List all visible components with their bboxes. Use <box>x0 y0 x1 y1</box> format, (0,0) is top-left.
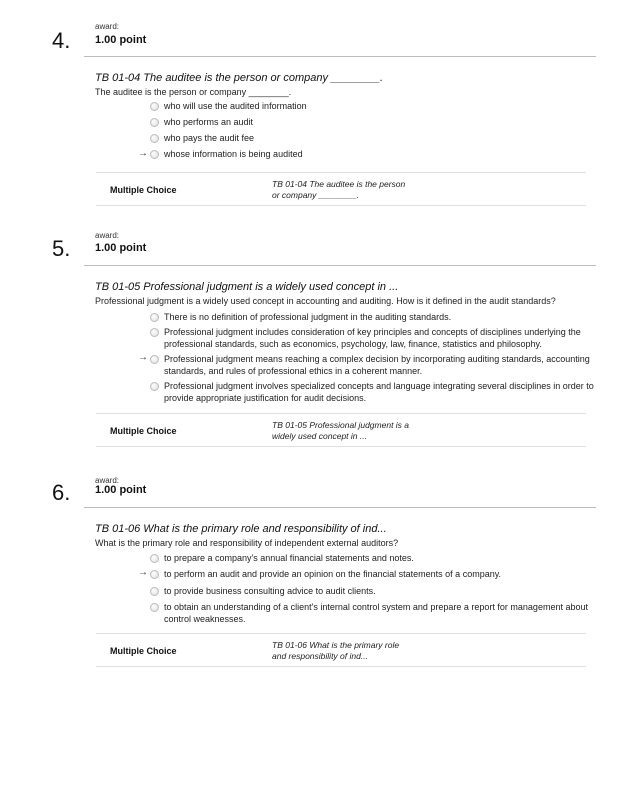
reference-line: TB 01-05 Professional judgment is a <box>272 420 410 430</box>
question-type: Multiple Choice <box>110 426 177 436</box>
reference-line: TB 01-04 The auditee is the person <box>272 179 406 189</box>
choice-text: to provide business consulting advice to audit clients. <box>164 586 376 596</box>
question-title: TB 01-05 Professional judgment is a widely used concept in ... <box>95 281 399 293</box>
choice-text: Professional judgment involves specialized concepts and language integrating several disciplines in order to provide appropriate justification for audit decisions. <box>164 381 594 403</box>
correct-arrow-icon: → <box>138 352 148 363</box>
question-type: Multiple Choice <box>110 646 177 656</box>
question-reference <box>272 179 442 201</box>
choice-radio[interactable] <box>150 355 159 364</box>
divider <box>84 56 596 57</box>
choice-radio[interactable] <box>150 382 159 391</box>
choice-radio[interactable] <box>150 150 159 159</box>
answer-divider <box>96 205 586 206</box>
choice-text: Professional judgment includes consideration of key principles and concepts of disciplines underlying the professional standards, such as economics, psychology, law, finance, statistics and philosophy. <box>164 327 581 349</box>
choice-text: who will use the audited information <box>164 101 307 111</box>
choice-text: There is no definition of professional judgment in the auditing standards. <box>164 312 452 322</box>
answer-divider <box>96 172 586 173</box>
choice-text: Professional judgment means reaching a complex decision by incorporating auditing standards, accounting standards, and rules of professional ethics in a coherent manner. <box>164 354 590 376</box>
award-points: 1.00 point <box>95 484 147 496</box>
choice-radio[interactable] <box>150 118 159 127</box>
choice-radio[interactable] <box>150 587 159 596</box>
award-points: 1.00 point <box>95 34 147 46</box>
reference-line: or company ________. <box>272 190 359 200</box>
question-type: Multiple Choice <box>110 185 177 195</box>
choice-radio[interactable] <box>150 554 159 563</box>
reference-line: and responsibility of ind... <box>272 651 368 661</box>
choice-text: to prepare a company's annual financial statements and notes. <box>164 553 414 563</box>
correct-arrow-icon: → <box>138 567 148 578</box>
question-number: 5. <box>52 236 71 261</box>
divider <box>84 265 596 266</box>
question-text: What is the primary role and responsibility of independent external auditors? <box>95 538 399 548</box>
answer-divider <box>96 446 586 447</box>
correct-arrow-icon: → <box>138 148 148 159</box>
reference-line: widely used concept in ... <box>272 431 367 441</box>
question-number: 6. <box>52 480 71 505</box>
choice-radio[interactable] <box>150 570 159 579</box>
award-label: award: <box>95 476 120 485</box>
award-points: 1.00 point <box>95 242 147 254</box>
choice-radio[interactable] <box>150 328 159 337</box>
question-number: 4. <box>52 28 71 53</box>
answer-divider <box>96 633 586 634</box>
award-label: award: <box>95 22 120 31</box>
question-text: The auditee is the person or company ________. <box>95 87 292 97</box>
choice-radio[interactable] <box>150 102 159 111</box>
choice-text: to perform an audit and provide an opinion on the financial statements of a company. <box>164 569 502 579</box>
reference-line: TB 01-06 What is the primary role <box>272 640 400 650</box>
choice-text: to obtain an understanding of a client's internal control system and prepare a report for management about control weaknesses. <box>164 602 588 624</box>
choice-radio[interactable] <box>150 134 159 143</box>
choice-text: whose information is being audited <box>164 149 303 159</box>
choice-radio[interactable] <box>150 313 159 322</box>
choice-text: who performs an audit <box>164 117 254 127</box>
answer-divider <box>96 666 586 667</box>
divider <box>84 507 596 508</box>
question-title: TB 01-06 What is the primary role and responsibility of ind... <box>95 523 387 535</box>
question-text: Professional judgment is a widely used concept in accounting and auditing. How is it defined in the audit standards? <box>95 296 556 306</box>
question-reference <box>272 420 442 442</box>
question-title: TB 01-04 The auditee is the person or company ________. <box>95 72 384 84</box>
choice-text: who pays the audit fee <box>164 133 255 143</box>
award-label: award: <box>95 231 120 240</box>
question-reference <box>272 640 442 662</box>
answer-divider <box>96 413 586 414</box>
choice-radio[interactable] <box>150 603 159 612</box>
